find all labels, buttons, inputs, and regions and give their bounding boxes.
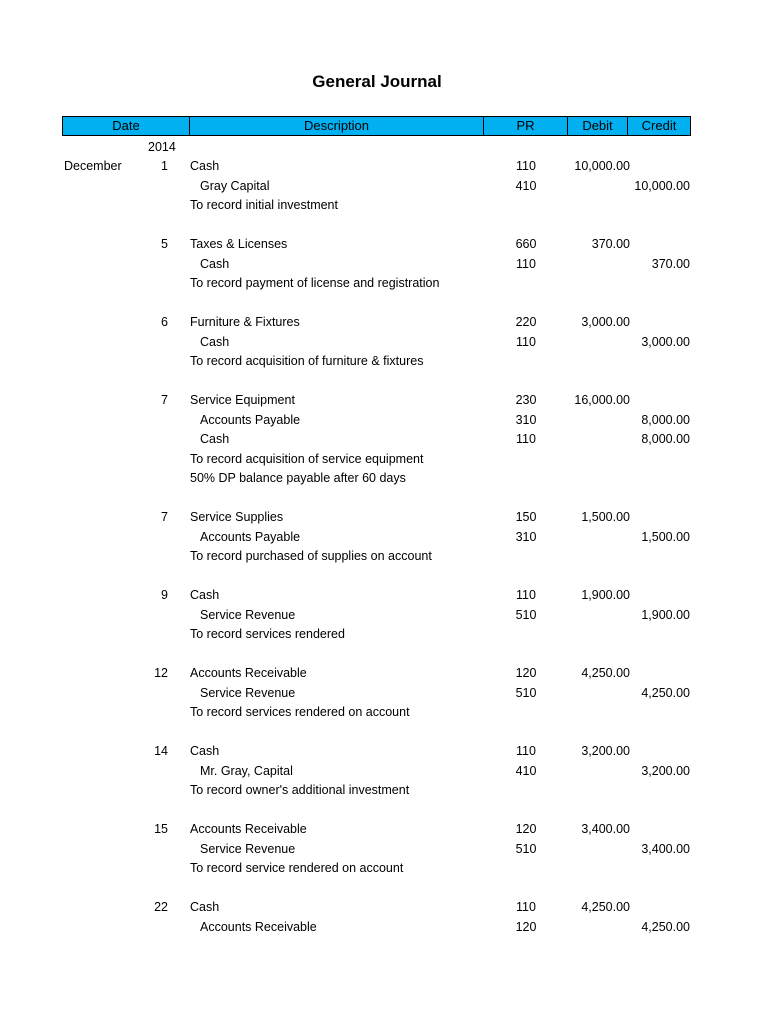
account-name: Cash	[200, 432, 230, 446]
account-name: Cash	[200, 256, 230, 271]
post-reference: 110	[516, 256, 536, 271]
entry-day: 14	[154, 744, 168, 758]
account-name: Service Revenue	[200, 685, 296, 700]
entry-day: 22	[154, 900, 168, 914]
post-reference: 120	[515, 666, 537, 680]
post-reference: 310	[515, 529, 537, 544]
credit-amount: 1,500.00	[641, 529, 690, 544]
account-name: Taxes & Licenses	[190, 237, 288, 251]
debit-amount: 3,000.00	[581, 315, 630, 329]
credit-amount: 4,250.00	[641, 685, 690, 700]
post-reference: 110	[516, 744, 536, 758]
header-debit: Debit	[567, 117, 627, 135]
entry-note: To record services rendered on account	[190, 705, 410, 719]
post-reference: 410	[515, 763, 537, 778]
account-name: Cash	[190, 744, 220, 758]
post-reference: 110	[516, 334, 536, 349]
post-reference: 510	[515, 685, 537, 700]
post-reference: 510	[515, 607, 537, 622]
entry-day: 12	[154, 666, 168, 680]
account-name: Accounts Receivable	[190, 666, 307, 680]
credit-amount: 3,200.00	[641, 763, 690, 778]
entry-note: To record purchased of supplies on account	[190, 549, 432, 563]
post-reference: 660	[515, 237, 537, 251]
entry-day: 7	[161, 510, 168, 524]
credit-amount: 10,000.00	[634, 178, 690, 193]
entry-note: To record initial investment	[190, 198, 338, 212]
post-reference: 410	[515, 178, 537, 193]
entry-note: To record payment of license and registration	[190, 276, 440, 290]
credit-amount: 3,000.00	[641, 334, 690, 349]
account-name: Furniture & Fixtures	[190, 315, 300, 329]
entry-day: 6	[161, 315, 168, 329]
entry-note: To record acquisition of service equipment	[190, 451, 424, 466]
debit-amount: 3,400.00	[581, 822, 630, 836]
account-name: Mr. Gray, Capital	[200, 763, 293, 778]
credit-amount: 8,000.00	[641, 432, 690, 446]
post-reference: 110	[516, 900, 536, 914]
post-reference: 120	[515, 822, 537, 836]
post-reference: 110	[516, 588, 536, 602]
account-name: Cash	[190, 588, 220, 602]
table-header	[62, 116, 691, 136]
account-name: Service Supplies	[190, 510, 284, 524]
debit-amount: 3,200.00	[581, 744, 630, 758]
account-name: Cash	[190, 159, 220, 173]
account-name: Cash	[200, 334, 230, 349]
header-date: Date	[112, 118, 140, 133]
account-name: Cash	[190, 900, 220, 914]
entry-day: 15	[154, 822, 168, 836]
debit-amount: 1,500.00	[581, 510, 630, 524]
account-name: Gray Capital	[200, 178, 270, 193]
entry-day: 9	[161, 588, 168, 602]
entry-day: 5	[161, 237, 168, 251]
credit-amount: 370.00	[651, 256, 690, 271]
post-reference: 110	[516, 159, 536, 173]
post-reference: 220	[515, 315, 537, 329]
entry-note: To record acquisition of furniture & fixtures	[190, 354, 424, 368]
year-label: 2014	[148, 140, 176, 154]
debit-amount: 16,000.00	[574, 393, 630, 407]
credit-amount: 4,250.00	[641, 919, 690, 934]
debit-amount: 370.00	[591, 237, 630, 251]
page-title: General Journal	[312, 72, 442, 91]
post-reference: 310	[515, 412, 537, 427]
entry-note: 50% DP balance payable after 60 days	[190, 471, 406, 485]
debit-amount: 1,900.00	[581, 588, 630, 602]
entry-note: To record owner's additional investment	[190, 783, 410, 797]
account-name: Service Revenue	[200, 607, 296, 622]
entry-day: 7	[161, 393, 168, 407]
debit-amount: 4,250.00	[581, 900, 630, 914]
entry-note: To record services rendered	[190, 627, 345, 641]
header-pr: PR	[483, 117, 567, 135]
account-name: Accounts Payable	[200, 529, 301, 544]
post-reference: 230	[515, 393, 537, 407]
post-reference: 150	[515, 510, 537, 524]
post-reference: 110	[516, 432, 536, 446]
credit-amount: 3,400.00	[641, 841, 690, 856]
credit-amount: 1,900.00	[641, 607, 690, 622]
entry-day: 1	[161, 159, 168, 173]
post-reference: 120	[515, 919, 537, 934]
account-name: Accounts Receivable	[200, 919, 317, 934]
account-name: Accounts Payable	[200, 412, 301, 427]
credit-amount: 8,000.00	[641, 412, 690, 427]
header-description: Description	[189, 117, 483, 135]
account-name: Accounts Receivable	[190, 822, 307, 836]
account-name: Service Revenue	[200, 841, 296, 856]
month-label: December	[64, 159, 122, 173]
entry-note: To record service rendered on account	[190, 861, 404, 875]
debit-amount: 10,000.00	[574, 159, 630, 173]
header-credit: Credit	[627, 117, 690, 135]
debit-amount: 4,250.00	[581, 666, 630, 680]
post-reference: 510	[515, 841, 537, 856]
account-name: Service Equipment	[190, 393, 295, 407]
